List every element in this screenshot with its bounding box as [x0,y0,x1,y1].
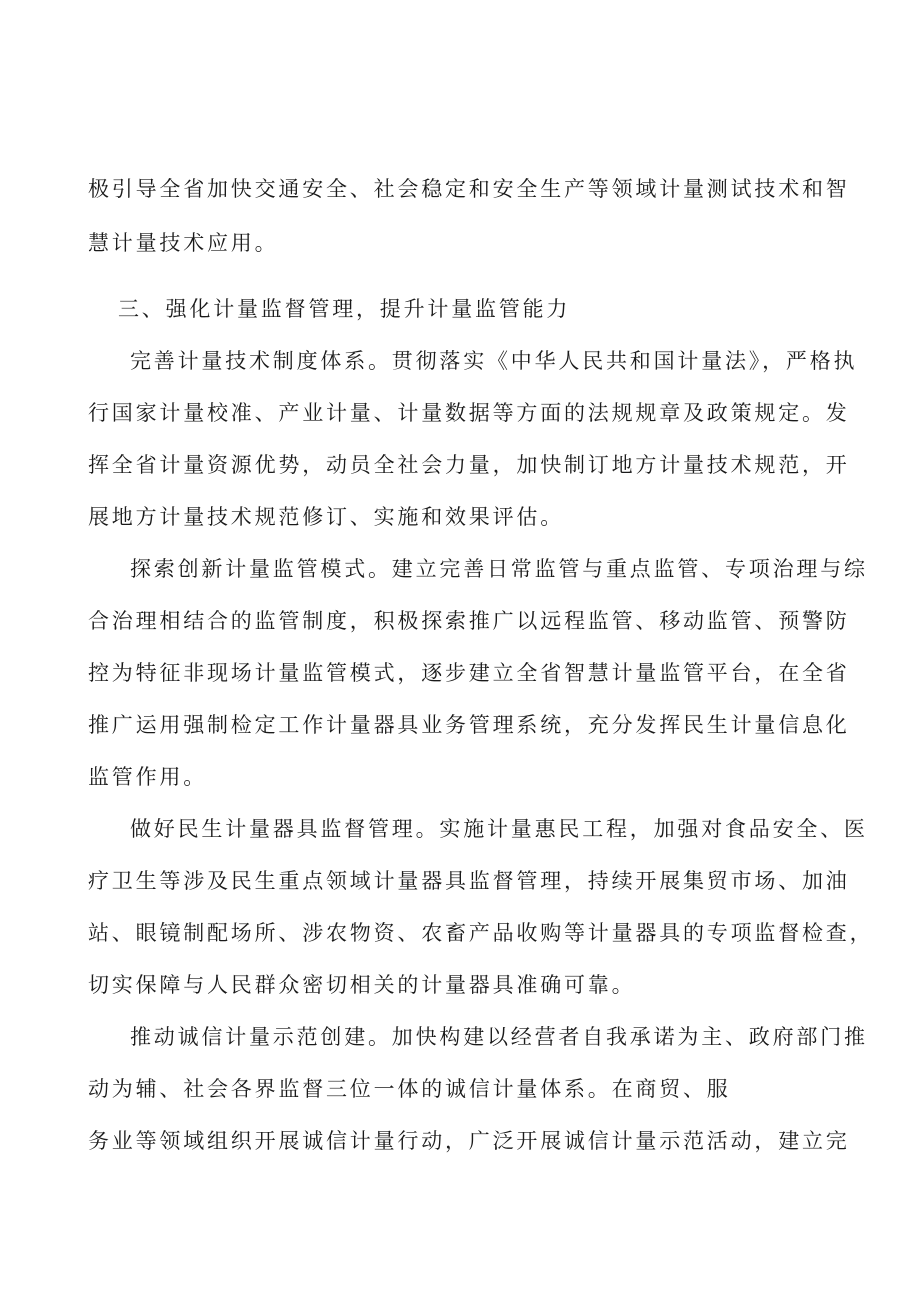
body-text-line: 完善计量技术制度体系。贯彻落实《中华人民共和国计量法》，严格执 [130,349,858,373]
body-text-line: 推广运用强制检定工作计量器具业务管理系统，充分发挥民生计量信息化 [88,713,850,737]
body-text-line: 务业等领域组织开展诚信计量行动，广泛开展诚信计量示范活动，建立完 [88,1129,850,1153]
body-text-line: 探索创新计量监管模式。建立完善日常监管与重点监管、专项治理与综 [130,557,868,581]
body-text-line: 站、眼镜制配场所、涉农物资、农畜产品收购等计量器具的专项监督检查， [88,921,874,945]
body-text-line: 做好民生计量器具监督管理。实施计量惠民工程，加强对食品安全、医 [130,817,868,841]
body-text-line: 监管作用。 [88,765,207,789]
body-text-line: 展地方计量技术规范修订、实施和效果评估。 [88,505,564,529]
body-text-line: 挥全省计量资源优势，动员全社会力量，加快制订地方计量技术规范，开 [88,453,850,477]
body-text-line: 合治理相结合的监管制度，积极探索推广以远程监管、移动监管、预警防 [88,609,850,633]
body-text-line: 切实保障与人民群众密切相关的计量器具准确可靠。 [88,973,636,997]
body-text-line: 控为特征非现场计量监管模式，逐步建立全省智慧计量监管平台，在全省 [88,661,850,685]
body-text-line: 推动诚信计量示范创建。加快构建以经营者自我承诺为主、政府部门推 [130,1025,868,1049]
body-text-line: 疗卫生等涉及民生重点领域计量器具监督管理，持续开展集贸市场、加油 [88,869,850,893]
section-heading: 三、强化计量监督管理，提升计量监管能力 [118,297,571,321]
body-text-line: 行国家计量校准、产业计量、计量数据等方面的法规规章及政策规定。发 [88,401,850,425]
body-text-line: 极引导全省加快交通安全、社会稳定和安全生产等领域计量测试技术和智 [88,177,850,201]
body-text-line: 动为辅、社会各界监督三位一体的诚信计量体系。在商贸、服 [88,1077,731,1101]
body-text-line: 慧计量技术应用。 [88,231,279,255]
